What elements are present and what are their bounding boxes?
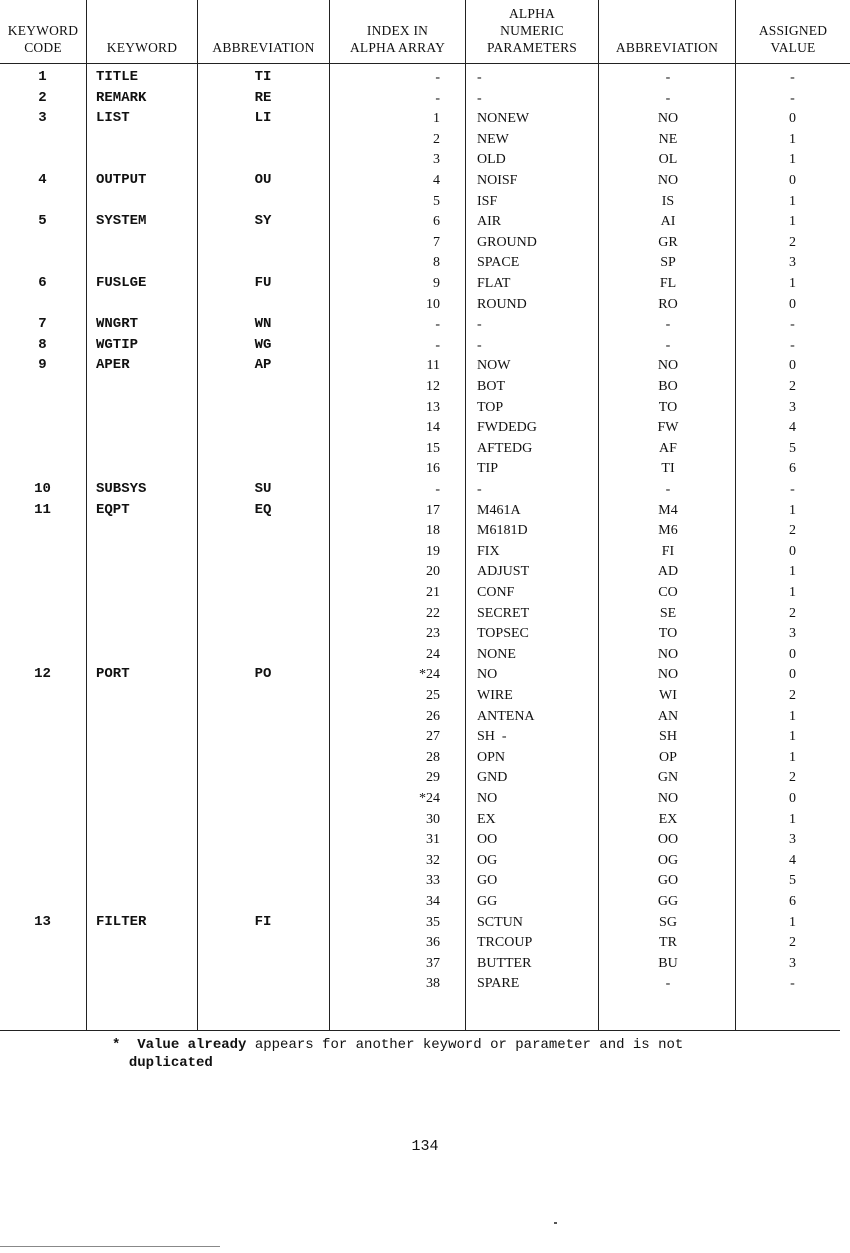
parameter-cell: - bbox=[477, 338, 482, 353]
index-cell: 35 bbox=[426, 915, 440, 930]
assigned-value-cell: 1 bbox=[789, 750, 796, 765]
scan-speck bbox=[554, 1222, 557, 1224]
index-cell: 3 bbox=[433, 152, 440, 167]
assigned-value-cell: 0 bbox=[789, 647, 796, 662]
parameter-abbreviation-cell: FW bbox=[657, 420, 679, 435]
parameter-abbreviation-cell: RO bbox=[658, 297, 678, 312]
parameter-abbreviation-cell: GR bbox=[658, 235, 678, 250]
parameter-cell: NOW bbox=[477, 358, 511, 373]
header-keyword: KEYWORD bbox=[106, 40, 178, 55]
parameter-abbreviation-cell: OG bbox=[657, 853, 679, 868]
index-cell: 2 bbox=[433, 132, 440, 147]
parameter-abbreviation-cell: GO bbox=[657, 873, 679, 888]
assigned-value-cell: 2 bbox=[789, 688, 796, 703]
index-cell: 19 bbox=[426, 544, 440, 559]
assigned-value-cell: - bbox=[790, 70, 795, 85]
keyword-cell: EQPT bbox=[96, 502, 130, 518]
assigned-value-cell: 1 bbox=[789, 812, 796, 827]
index-cell: 23 bbox=[426, 626, 440, 641]
parameter-cell: NO bbox=[477, 667, 498, 682]
parameter-abbreviation-cell: - bbox=[665, 70, 671, 85]
parameter-cell: BOT bbox=[477, 379, 505, 394]
index-cell: 5 bbox=[433, 194, 440, 209]
parameter-abbreviation-cell: NO bbox=[657, 111, 679, 126]
assigned-value-cell: - bbox=[790, 338, 795, 353]
parameter-abbreviation-cell: TI bbox=[661, 461, 675, 476]
abbreviation-cell: AP bbox=[254, 357, 272, 373]
parameter-cell: SPARE bbox=[477, 976, 520, 991]
parameter-abbreviation-cell: NO bbox=[657, 667, 679, 682]
header-index-in-alpha-array: INDEX IN ALPHA ARRAY bbox=[349, 23, 446, 55]
abbreviation-cell: WG bbox=[254, 337, 272, 353]
assigned-value-cell: 1 bbox=[789, 132, 796, 147]
assigned-value-cell: 5 bbox=[789, 873, 796, 888]
assigned-value-cell: 1 bbox=[789, 915, 796, 930]
assigned-value-cell: 0 bbox=[789, 544, 796, 559]
parameter-abbreviation-cell: GG bbox=[657, 894, 679, 909]
index-cell: 17 bbox=[426, 503, 440, 518]
assigned-value-cell: 3 bbox=[789, 255, 796, 270]
assigned-value-cell: 2 bbox=[789, 606, 796, 621]
keyword-code-cell: 4 bbox=[38, 172, 47, 188]
parameter-abbreviation-cell: NE bbox=[658, 132, 678, 147]
parameter-cell: OLD bbox=[477, 152, 506, 167]
assigned-value-cell: 0 bbox=[789, 111, 796, 126]
assigned-value-cell: 3 bbox=[789, 626, 796, 641]
parameter-abbreviation-cell: BO bbox=[658, 379, 678, 394]
assigned-value-cell: - bbox=[790, 317, 795, 332]
index-cell: 14 bbox=[426, 420, 440, 435]
assigned-value-cell: 0 bbox=[789, 173, 796, 188]
keyword-cell: SYSTEM bbox=[96, 213, 147, 229]
index-cell: 20 bbox=[426, 564, 440, 579]
index-cell: 36 bbox=[426, 935, 440, 950]
parameter-cell: ISF bbox=[477, 194, 498, 209]
header-alpha-numeric-parameters: ALPHA NUMERIC PARAMETERS bbox=[486, 6, 578, 55]
parameter-cell: GROUND bbox=[477, 235, 537, 250]
parameter-abbreviation-cell: SH bbox=[659, 729, 677, 744]
abbreviation-cell: LI bbox=[254, 110, 272, 126]
parameter-abbreviation-cell: NO bbox=[657, 358, 679, 373]
parameter-cell: FWDEDG bbox=[477, 420, 537, 435]
parameter-abbreviation-cell: GN bbox=[657, 770, 679, 785]
index-cell: 25 bbox=[426, 688, 440, 703]
index-cell: 4 bbox=[433, 173, 440, 188]
parameter-abbreviation-cell: WI bbox=[659, 688, 677, 703]
keyword-code-cell: 12 bbox=[34, 666, 51, 682]
assigned-value-cell: - bbox=[790, 482, 795, 497]
index-cell: 30 bbox=[426, 812, 440, 827]
parameter-cell: - bbox=[477, 91, 482, 106]
abbreviation-cell: PO bbox=[254, 666, 272, 682]
abbreviation-cell: WN bbox=[254, 316, 272, 332]
header-rule bbox=[0, 63, 850, 64]
parameter-cell: GND bbox=[477, 770, 508, 785]
parameter-abbreviation-cell: OL bbox=[658, 152, 678, 167]
column-rule bbox=[86, 0, 87, 1031]
assigned-value-cell: 1 bbox=[789, 152, 796, 167]
index-cell: 28 bbox=[426, 750, 440, 765]
parameter-abbreviation-cell: FI bbox=[661, 544, 675, 559]
parameter-abbreviation-cell: NO bbox=[657, 173, 679, 188]
parameter-cell: NONE bbox=[477, 647, 516, 662]
parameter-abbreviation-cell: AF bbox=[659, 441, 677, 456]
index-cell: 9 bbox=[433, 276, 440, 291]
parameter-cell: NONEW bbox=[477, 111, 530, 126]
keyword-cell: FILTER bbox=[96, 914, 147, 930]
keyword-code-cell: 5 bbox=[38, 213, 47, 229]
keyword-cell: OUTPUT bbox=[96, 172, 147, 188]
parameter-cell: TOPSEC bbox=[477, 626, 529, 641]
parameter-cell: ANTENA bbox=[477, 709, 535, 724]
assigned-value-cell: 1 bbox=[789, 709, 796, 724]
index-cell: 26 bbox=[426, 709, 440, 724]
parameter-abbreviation-cell: - bbox=[665, 91, 671, 106]
parameter-cell: SH - bbox=[477, 729, 507, 744]
parameter-cell: - bbox=[477, 317, 482, 332]
keyword-cell: FUSLGE bbox=[96, 275, 147, 291]
assigned-value-cell: 3 bbox=[789, 400, 796, 415]
index-cell: 33 bbox=[426, 873, 440, 888]
header-keyword-code: KEYWORD CODE bbox=[7, 23, 79, 55]
parameter-cell: FIX bbox=[477, 544, 500, 559]
assigned-value-cell: 2 bbox=[789, 235, 796, 250]
parameter-abbreviation-cell: M6 bbox=[658, 523, 678, 538]
index-cell: 8 bbox=[433, 255, 440, 270]
footnote-line2: duplicated bbox=[128, 1055, 213, 1071]
parameter-cell: SECRET bbox=[477, 606, 530, 621]
abbreviation-cell: OU bbox=[254, 172, 272, 188]
assigned-value-cell: 0 bbox=[789, 791, 796, 806]
parameter-abbreviation-cell: - bbox=[665, 338, 671, 353]
parameter-cell: TOP bbox=[477, 400, 504, 415]
abbreviation-cell: FU bbox=[254, 275, 272, 291]
header-param-abbreviation: ABBREVIATION bbox=[615, 40, 719, 55]
index-cell: 21 bbox=[426, 585, 440, 600]
parameter-abbreviation-cell: SG bbox=[659, 915, 677, 930]
keyword-cell: TITLE bbox=[96, 69, 139, 85]
parameter-cell: CONF bbox=[477, 585, 515, 600]
assigned-value-cell: - bbox=[790, 91, 795, 106]
parameter-abbreviation-cell: TO bbox=[658, 626, 678, 641]
index-cell: 6 bbox=[433, 214, 440, 229]
footnote-marker: * bbox=[112, 1037, 121, 1053]
parameter-abbreviation-cell: BU bbox=[658, 956, 678, 971]
parameter-cell: ADJUST bbox=[477, 564, 530, 579]
index-cell: 16 bbox=[426, 461, 440, 476]
assigned-value-cell: 5 bbox=[789, 441, 796, 456]
parameter-cell: WIRE bbox=[477, 688, 513, 703]
parameter-cell: M6181D bbox=[477, 523, 528, 538]
assigned-value-cell: 1 bbox=[789, 194, 796, 209]
parameter-abbreviation-cell: - bbox=[665, 976, 671, 991]
index-cell: 24 bbox=[426, 647, 440, 662]
parameter-cell: OO bbox=[477, 832, 498, 847]
parameter-cell: - bbox=[477, 70, 482, 85]
parameter-abbreviation-cell: OP bbox=[659, 750, 677, 765]
index-cell: 7 bbox=[433, 235, 440, 250]
parameter-cell: AFTEDG bbox=[477, 441, 533, 456]
index-cell: - bbox=[435, 91, 440, 106]
parameter-abbreviation-cell: NO bbox=[657, 791, 679, 806]
index-cell: 31 bbox=[426, 832, 440, 847]
index-cell: 11 bbox=[426, 358, 440, 373]
parameter-abbreviation-cell: AI bbox=[660, 214, 676, 229]
parameter-abbreviation-cell: EX bbox=[658, 812, 678, 827]
keyword-code-cell: 2 bbox=[38, 90, 47, 106]
keyword-cell: APER bbox=[96, 357, 130, 373]
keyword-code-cell: 11 bbox=[34, 502, 51, 518]
parameter-abbreviation-cell: SE bbox=[659, 606, 677, 621]
header-abbreviation: ABBREVIATION bbox=[212, 40, 315, 55]
index-cell: 13 bbox=[426, 400, 440, 415]
assigned-value-cell: 2 bbox=[789, 379, 796, 394]
parameter-cell: SPACE bbox=[477, 255, 520, 270]
assigned-value-cell: 0 bbox=[789, 358, 796, 373]
keyword-cell: REMARK bbox=[96, 90, 147, 106]
parameter-cell: GO bbox=[477, 873, 498, 888]
index-cell: 10 bbox=[426, 297, 440, 312]
assigned-value-cell: 2 bbox=[789, 770, 796, 785]
abbreviation-cell: FI bbox=[254, 914, 272, 930]
assigned-value-cell: 0 bbox=[789, 667, 796, 682]
parameter-cell: NO bbox=[477, 791, 498, 806]
keyword-cell: PORT bbox=[96, 666, 130, 682]
parameter-abbreviation-cell: M4 bbox=[658, 503, 678, 518]
footnote bbox=[112, 1036, 842, 1072]
assigned-value-cell: 3 bbox=[789, 832, 796, 847]
index-cell: 18 bbox=[426, 523, 440, 538]
index-cell: 32 bbox=[426, 853, 440, 868]
index-cell: 34 bbox=[426, 894, 440, 909]
keyword-cell: LIST bbox=[96, 110, 130, 126]
index-cell: - bbox=[435, 482, 440, 497]
parameter-abbreviation-cell: IS bbox=[661, 194, 675, 209]
index-cell: - bbox=[435, 338, 440, 353]
parameter-cell: M461A bbox=[477, 503, 521, 518]
scan-edge-mark bbox=[0, 1246, 220, 1247]
index-cell: - bbox=[435, 70, 440, 85]
assigned-value-cell: 0 bbox=[789, 297, 796, 312]
column-rule bbox=[598, 0, 599, 1031]
page-number: 134 bbox=[411, 1138, 439, 1155]
index-cell: 38 bbox=[426, 976, 440, 991]
assigned-value-cell: 1 bbox=[789, 214, 796, 229]
header-assigned-value: ASSIGNED VALUE bbox=[758, 23, 828, 55]
parameter-cell: ROUND bbox=[477, 297, 527, 312]
keyword-code-cell: 6 bbox=[38, 275, 47, 291]
abbreviation-cell: EQ bbox=[254, 502, 272, 518]
index-cell: *24 bbox=[419, 667, 440, 682]
assigned-value-cell: 4 bbox=[789, 853, 796, 868]
column-rule bbox=[465, 0, 466, 1031]
keyword-code-cell: 10 bbox=[34, 481, 51, 497]
parameter-cell: AIR bbox=[477, 214, 502, 229]
parameter-cell: TRCOUP bbox=[477, 935, 533, 950]
parameter-abbreviation-cell: AN bbox=[657, 709, 679, 724]
assigned-value-cell: 2 bbox=[789, 523, 796, 538]
keyword-code-cell: 13 bbox=[34, 914, 51, 930]
parameter-abbreviation-cell: FL bbox=[659, 276, 677, 291]
keyword-code-cell: 3 bbox=[38, 110, 47, 126]
index-cell: 37 bbox=[426, 956, 440, 971]
keyword-cell: SUBSYS bbox=[96, 481, 147, 497]
parameter-cell: NOISF bbox=[477, 173, 518, 188]
parameter-cell: BUTTER bbox=[477, 956, 532, 971]
keyword-code-cell: 1 bbox=[38, 69, 47, 85]
keyword-cell: WGTIP bbox=[96, 337, 139, 353]
parameter-abbreviation-cell: AD bbox=[657, 564, 679, 579]
index-cell: 12 bbox=[426, 379, 440, 394]
assigned-value-cell: 3 bbox=[789, 956, 796, 971]
parameter-cell: EX bbox=[477, 812, 496, 827]
parameter-cell: SCTUN bbox=[477, 915, 523, 930]
parameter-abbreviation-cell: - bbox=[665, 482, 671, 497]
parameter-cell: - bbox=[477, 482, 482, 497]
assigned-value-cell: 6 bbox=[789, 461, 796, 476]
assigned-value-cell: 1 bbox=[789, 503, 796, 518]
parameter-abbreviation-cell: CO bbox=[658, 585, 678, 600]
index-cell: 27 bbox=[426, 729, 440, 744]
index-cell: - bbox=[435, 317, 440, 332]
index-cell: 22 bbox=[426, 606, 440, 621]
parameter-abbreviation-cell: OO bbox=[657, 832, 679, 847]
footnote-text: appears for another keyword or parameter and is not bbox=[246, 1037, 684, 1053]
parameter-abbreviation-cell: SP bbox=[660, 255, 676, 270]
abbreviation-cell: SY bbox=[254, 213, 272, 229]
parameter-cell: TIP bbox=[477, 461, 498, 476]
assigned-value-cell: - bbox=[790, 976, 795, 991]
parameter-cell: OG bbox=[477, 853, 498, 868]
assigned-value-cell: 4 bbox=[789, 420, 796, 435]
index-cell: 15 bbox=[426, 441, 440, 456]
keyword-code-cell: 7 bbox=[38, 316, 47, 332]
assigned-value-cell: 2 bbox=[789, 935, 796, 950]
abbreviation-cell: RE bbox=[254, 90, 272, 106]
abbreviation-cell: SU bbox=[254, 481, 272, 497]
assigned-value-cell: 1 bbox=[789, 276, 796, 291]
index-cell: 1 bbox=[433, 111, 440, 126]
assigned-value-cell: 1 bbox=[789, 585, 796, 600]
keyword-cell: WNGRT bbox=[96, 316, 139, 332]
abbreviation-cell: TI bbox=[254, 69, 272, 85]
parameter-cell: FLAT bbox=[477, 276, 511, 291]
parameter-abbreviation-cell: - bbox=[665, 317, 671, 332]
assigned-value-cell: 1 bbox=[789, 564, 796, 579]
keyword-code-cell: 9 bbox=[38, 357, 47, 373]
parameter-abbreviation-cell: NO bbox=[657, 647, 679, 662]
index-cell: *24 bbox=[419, 791, 440, 806]
assigned-value-cell: 6 bbox=[789, 894, 796, 909]
parameter-abbreviation-cell: TR bbox=[659, 935, 677, 950]
parameter-cell: GG bbox=[477, 894, 498, 909]
keyword-code-cell: 8 bbox=[38, 337, 47, 353]
parameter-cell: NEW bbox=[477, 132, 509, 147]
index-cell: 29 bbox=[426, 770, 440, 785]
assigned-value-cell: 1 bbox=[789, 729, 796, 744]
footnote-lead: Value already bbox=[137, 1037, 247, 1053]
parameter-abbreviation-cell: TO bbox=[658, 400, 678, 415]
bottom-rule bbox=[0, 1030, 840, 1031]
parameter-cell: OPN bbox=[477, 750, 506, 765]
